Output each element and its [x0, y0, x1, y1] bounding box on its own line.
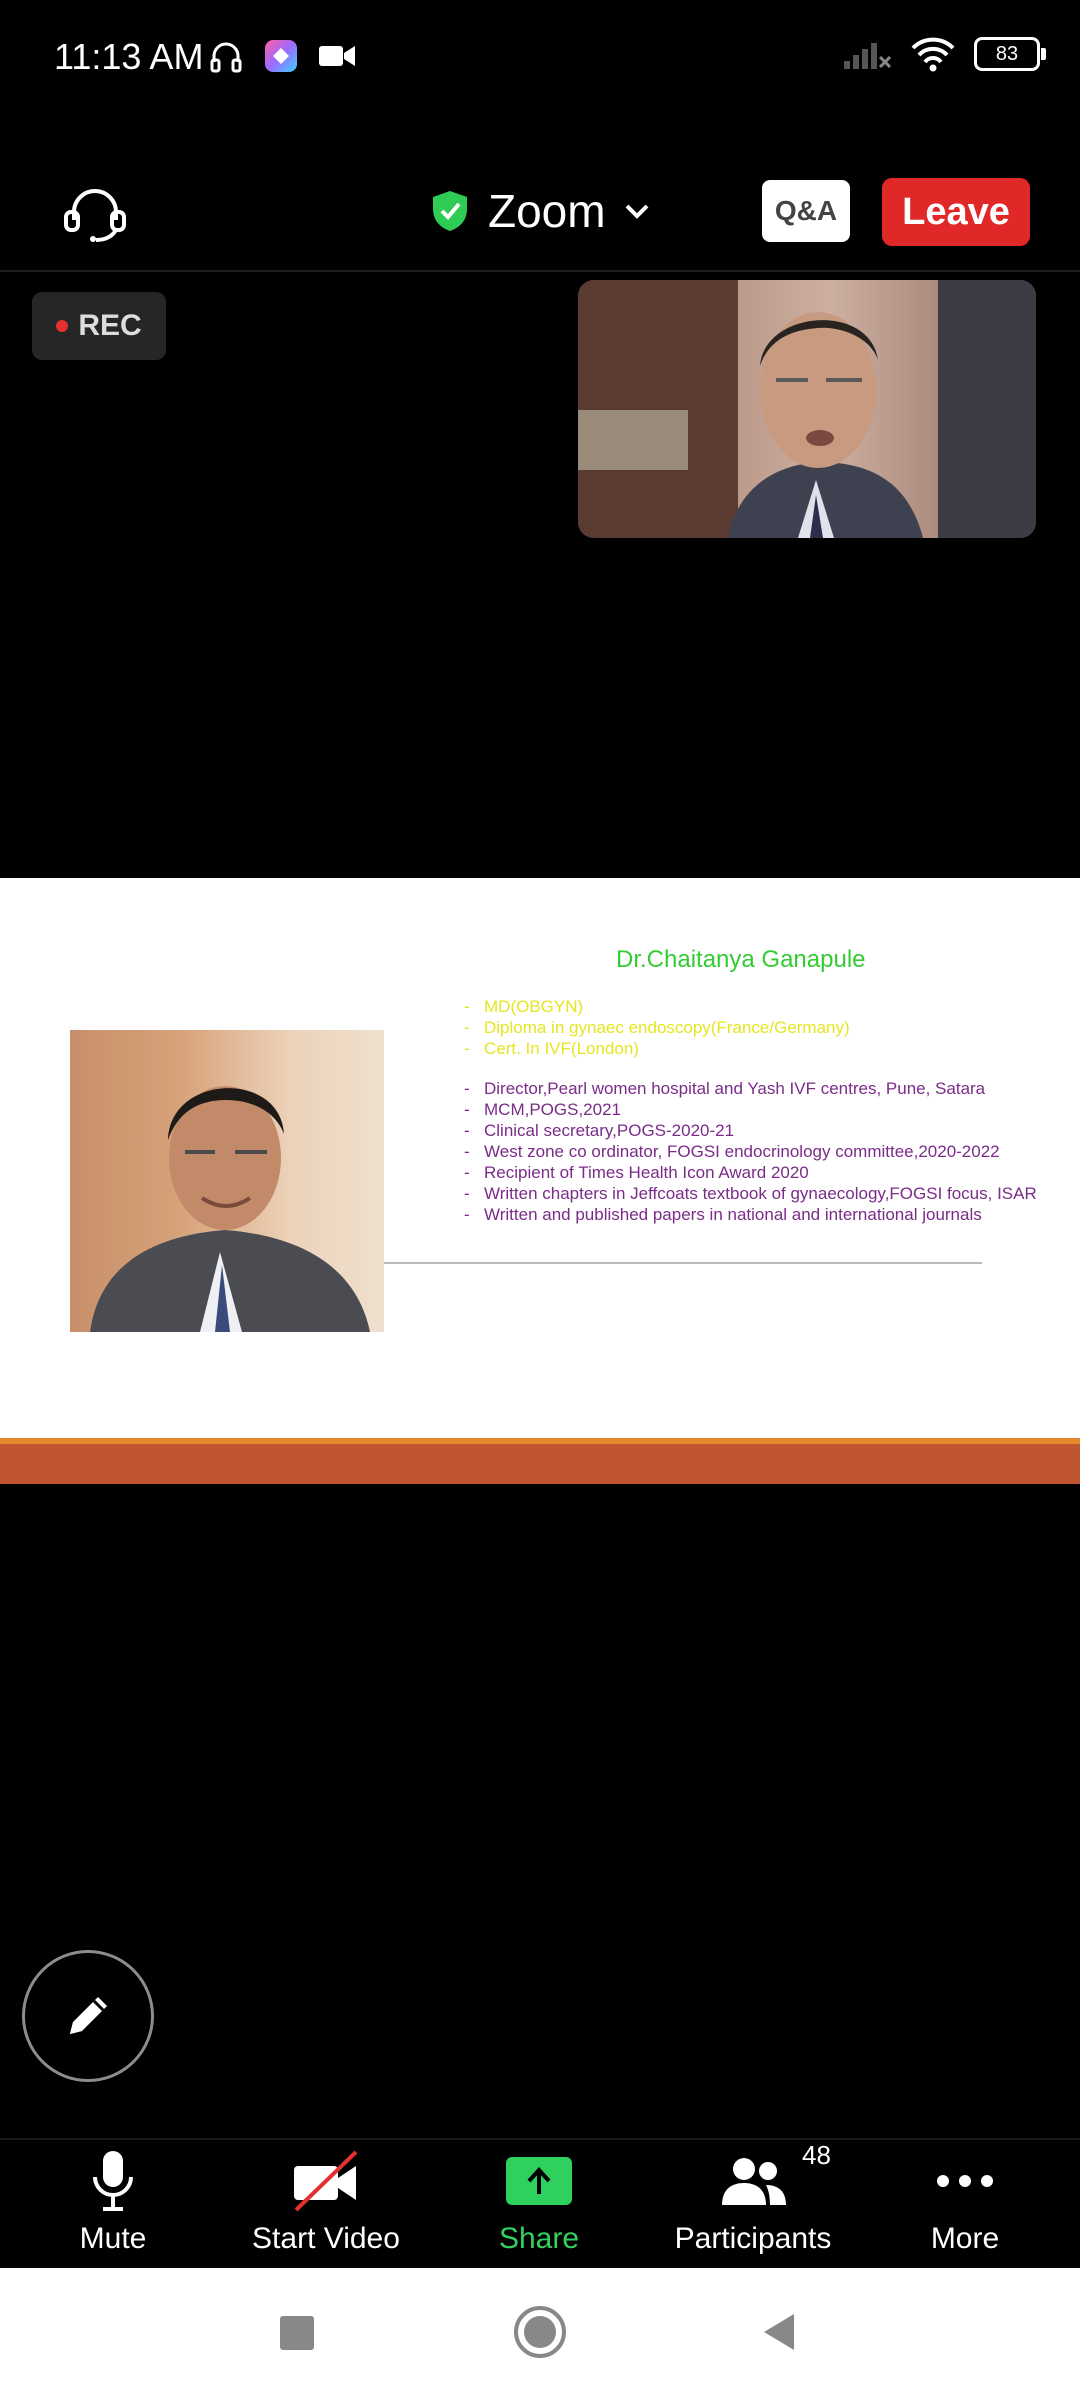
- mute-button[interactable]: [8, 2148, 218, 2256]
- headphones-icon: [208, 38, 244, 74]
- list-item: - MD(OBGYN): [462, 996, 850, 1017]
- list-item: - Director,Pearl women hospital and Yash IVF centres, Pune, Satara: [462, 1078, 1042, 1099]
- shield-check-icon: [430, 189, 470, 233]
- more-label: More: [930, 2222, 1000, 2255]
- participants-button[interactable]: [648, 2140, 858, 2256]
- participants-count-badge: 48: [802, 2140, 831, 2170]
- slide-speaker-name: Dr.Chaitanya Ganapule: [616, 946, 866, 973]
- slide-footer-band: [0, 1444, 1080, 1484]
- list-item: - West zone co ordinator, FOGSI endocrinology committee,2020-2022: [462, 1141, 1042, 1162]
- meeting-title: Zoom: [488, 185, 606, 237]
- share-icon-box: [506, 2157, 572, 2205]
- status-icons-left: [208, 38, 356, 74]
- start-video-label: Start Video: [252, 2222, 400, 2255]
- app-icon: [264, 39, 298, 73]
- slide-portrait-photo: [70, 1030, 384, 1332]
- slide-roles: [462, 1078, 1042, 1225]
- home-button[interactable]: [514, 2306, 566, 2358]
- wifi-icon: [910, 36, 956, 72]
- status-icons-right: [842, 36, 1040, 72]
- battery-indicator: 83: [974, 37, 1040, 71]
- list-item: - Recipient of Times Health Icon Award 2020: [462, 1162, 1042, 1183]
- more-button[interactable]: [860, 2148, 1070, 2256]
- recording-dot: [56, 320, 68, 332]
- leave-button[interactable]: Leave: [882, 178, 1030, 246]
- portrait-image: [70, 1030, 384, 1332]
- slide-divider-line: [384, 1262, 982, 1264]
- share-label: Share: [498, 2222, 580, 2255]
- list-item: - Cert. In IVF(London): [462, 1038, 850, 1059]
- video-off-icon: [290, 2150, 362, 2212]
- recording-label: REC: [78, 309, 142, 342]
- pencil-icon: [60, 1988, 116, 2044]
- topbar-divider: [0, 270, 1080, 272]
- list-item: - Clinical secretary,POGS-2020-21: [462, 1120, 1042, 1141]
- list-item: - MCM,POGS,2021: [462, 1099, 1042, 1120]
- speaker-video-thumbnail[interactable]: [578, 280, 1036, 538]
- more-dots-icon: [935, 2173, 995, 2189]
- recording-badge: [32, 292, 166, 360]
- qa-button[interactable]: Q&A: [762, 180, 850, 242]
- list-item: - Written and published papers in national and international journals: [462, 1204, 1042, 1225]
- annotate-button[interactable]: [22, 1950, 154, 2082]
- mute-label: Mute: [79, 2222, 147, 2255]
- chevron-down-icon: [624, 202, 650, 220]
- meeting-title-button[interactable]: [430, 184, 650, 238]
- list-item: - Written chapters in Jeffcoats textbook of gynaecology,FOGSI focus, ISAR: [462, 1183, 1042, 1204]
- support-headset-icon[interactable]: [60, 186, 130, 242]
- start-video-button[interactable]: [221, 2148, 431, 2256]
- participants-icon: [718, 2155, 788, 2207]
- home-button-inner: [524, 2316, 556, 2348]
- slide-qualifications: [462, 996, 850, 1059]
- speaker-video-image: [578, 280, 1036, 538]
- share-arrow-icon: [525, 2166, 553, 2196]
- back-button[interactable]: [760, 2312, 796, 2352]
- share-button[interactable]: [434, 2148, 644, 2256]
- recent-apps-button[interactable]: [280, 2316, 314, 2350]
- video-camera-icon: [318, 43, 356, 69]
- list-item: - Diploma in gynaec endoscopy(France/Germany): [462, 1017, 850, 1038]
- status-time: 11:13 AM: [54, 36, 204, 77]
- microphone-icon: [91, 2149, 135, 2213]
- participants-label: Participants: [674, 2222, 832, 2255]
- signal-icon: [842, 37, 892, 71]
